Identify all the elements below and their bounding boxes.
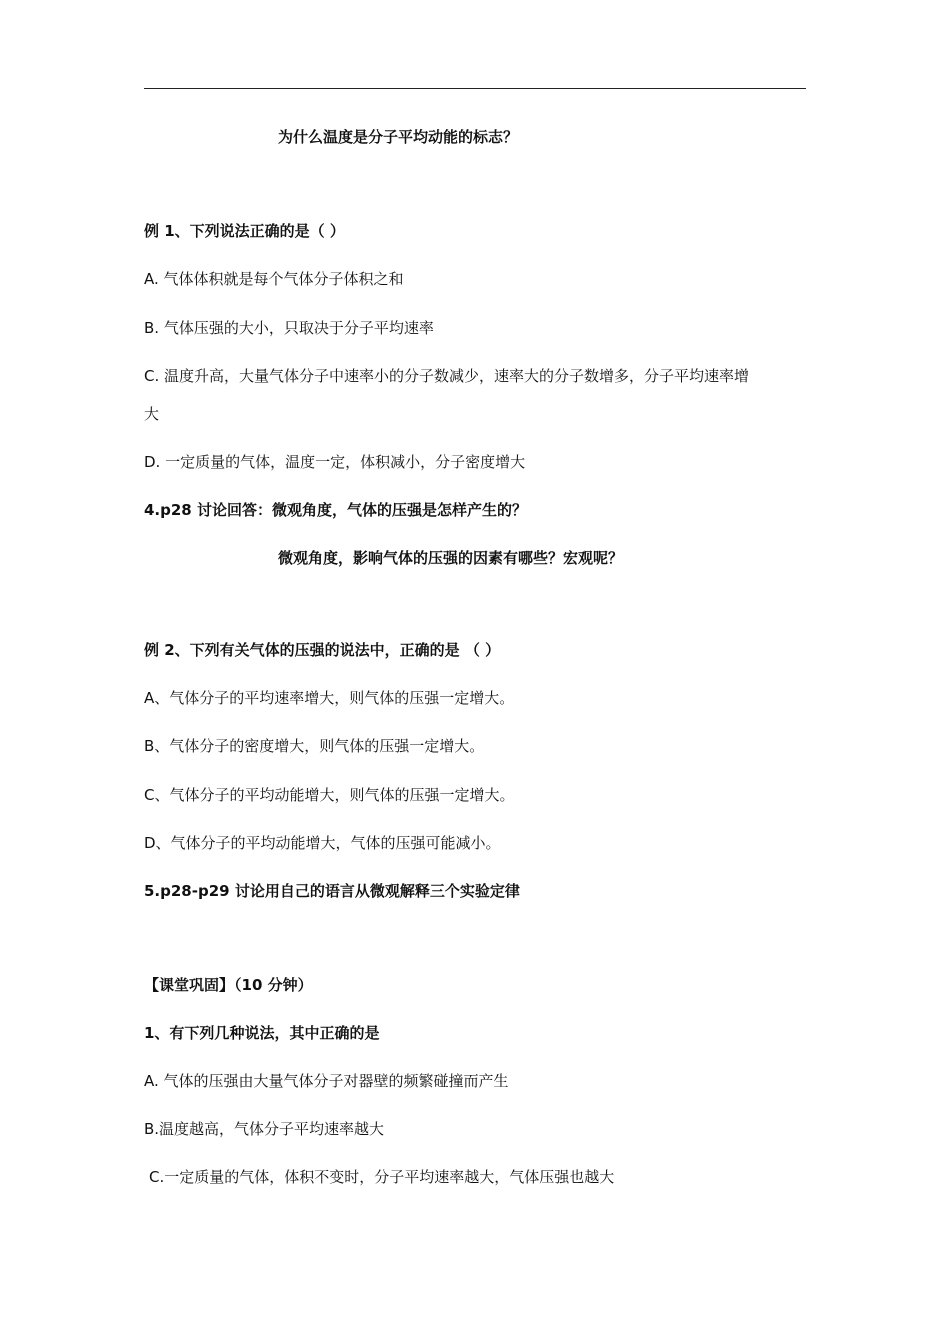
example2-option-d: D、气体分子的平均动能增大，气体的压强可能减小。 [144, 834, 501, 852]
discussion4-number: 4.p28 [144, 501, 192, 519]
discussion4 [144, 500, 527, 520]
consolidation-option-c: C.一定质量的气体，体积不变时，分子平均速率越大，气体压强也越大 [149, 1168, 615, 1186]
example2-title: 例 2、下列有关气体的压强的说法中，正确的是 （ ） [144, 641, 501, 659]
example2-option-c: C、气体分子的平均动能增大，则气体的压强一定增大。 [144, 786, 515, 804]
discussion5-text: 讨论用自己的语言从微观解释三个实验定律 [229, 882, 520, 900]
consolidation-option-b: B.温度越高，气体分子平均速率越大 [144, 1120, 385, 1138]
discussion4-text: 讨论回答：微观角度，气体的压强是怎样产生的？ [191, 501, 527, 519]
example1-option-c-line2: 大 [144, 405, 160, 423]
consolidation-option-a: A. 气体的压强由大量气体分子对器壁的频繁碰撞而产生 [144, 1072, 509, 1090]
header-rule [144, 88, 806, 89]
consolidation-question1: 1、有下列几种说法，其中正确的是 [144, 1024, 380, 1042]
example1-option-a: A. 气体体积就是每个气体分子体积之和 [144, 270, 404, 288]
example1-title: 例 1、下列说法正确的是（ ） [144, 222, 345, 240]
discussion5 [144, 881, 520, 901]
discussion4-line2: 微观角度，影响气体的压强的因素有哪些？宏观呢？ [278, 549, 624, 567]
example2-option-a: A、气体分子的平均速率增大，则气体的压强一定增大。 [144, 689, 515, 707]
discussion5-number: 5.p28-p29 [144, 882, 230, 900]
example1-option-d: D. 一定质量的气体，温度一定，体积减小，分子密度增大 [144, 453, 526, 471]
example1-option-b: B. 气体压强的大小，只取决于分子平均速率 [144, 319, 434, 337]
example2-option-b: B、气体分子的密度增大，则气体的压强一定增大。 [144, 737, 485, 755]
example1-option-c-line1: C. 温度升高，大量气体分子中速率小的分子数减少，速率大的分子数增多，分子平均速率增 [144, 367, 750, 385]
consolidation-title: 【课堂巩固】（10 分钟） [144, 976, 313, 994]
question-temperature: 为什么温度是分子平均动能的标志？ [278, 128, 519, 146]
